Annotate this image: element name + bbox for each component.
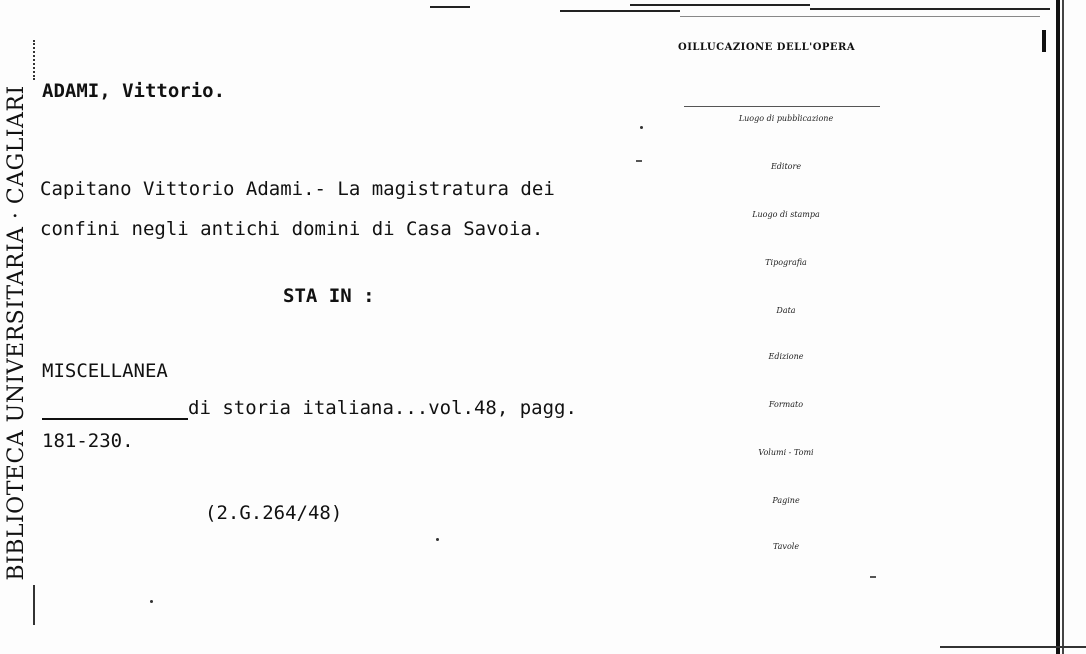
scan-edge-right-inner xyxy=(1062,0,1064,654)
shelfmark: (2.G.264/48) xyxy=(205,502,343,524)
speck xyxy=(636,160,642,162)
miscellanea-heading: MISCELLANEA xyxy=(42,360,168,382)
series-underline xyxy=(42,418,188,420)
field-printer: Tipografia xyxy=(765,258,807,267)
title-line-2: confini negli antichi domini di Casa Savoia. xyxy=(40,218,544,240)
field-format: Formato xyxy=(768,400,804,409)
margin-rule-top xyxy=(33,40,37,80)
library-stamp-text: BIBLIOTECA UNIVERSITARIA · CAGLIARI xyxy=(4,85,29,581)
scan-edge-bottom xyxy=(940,646,1086,648)
speck xyxy=(150,600,153,603)
author-heading: ADAMI, Vittorio. xyxy=(42,80,226,102)
field-pages: Pagine xyxy=(772,496,800,505)
field-place-of-publication: Luogo di pubblicazione xyxy=(738,114,834,123)
form-heading-rule xyxy=(684,106,880,107)
field-plates: Tavole xyxy=(772,542,800,551)
edge-mark xyxy=(1042,30,1046,52)
field-place-of-printing: Luogo di stampa xyxy=(752,210,820,219)
speck xyxy=(640,126,643,129)
title-line-1: Capitano Vittorio Adami.- La magistratura dei xyxy=(40,178,555,200)
series-text: di storia italiana...vol.48, pagg. xyxy=(188,397,577,419)
scan-edge-right xyxy=(1056,0,1060,654)
speck xyxy=(870,576,876,578)
pages-text: 181-230. xyxy=(42,430,134,452)
speck xyxy=(436,538,439,541)
margin-rule-bottom xyxy=(33,585,37,625)
scan-edge-top xyxy=(380,0,1070,22)
field-date: Data xyxy=(776,306,796,315)
field-publisher: Editore xyxy=(770,162,802,171)
sta-in-label: STA IN : xyxy=(283,285,375,307)
field-volumes: Volumi - Tomi xyxy=(758,448,814,457)
field-edition: Edizione xyxy=(768,352,804,361)
form-heading: OILLUCAZIONE DELL'OPERA xyxy=(678,42,856,53)
library-stamp xyxy=(0,0,30,600)
